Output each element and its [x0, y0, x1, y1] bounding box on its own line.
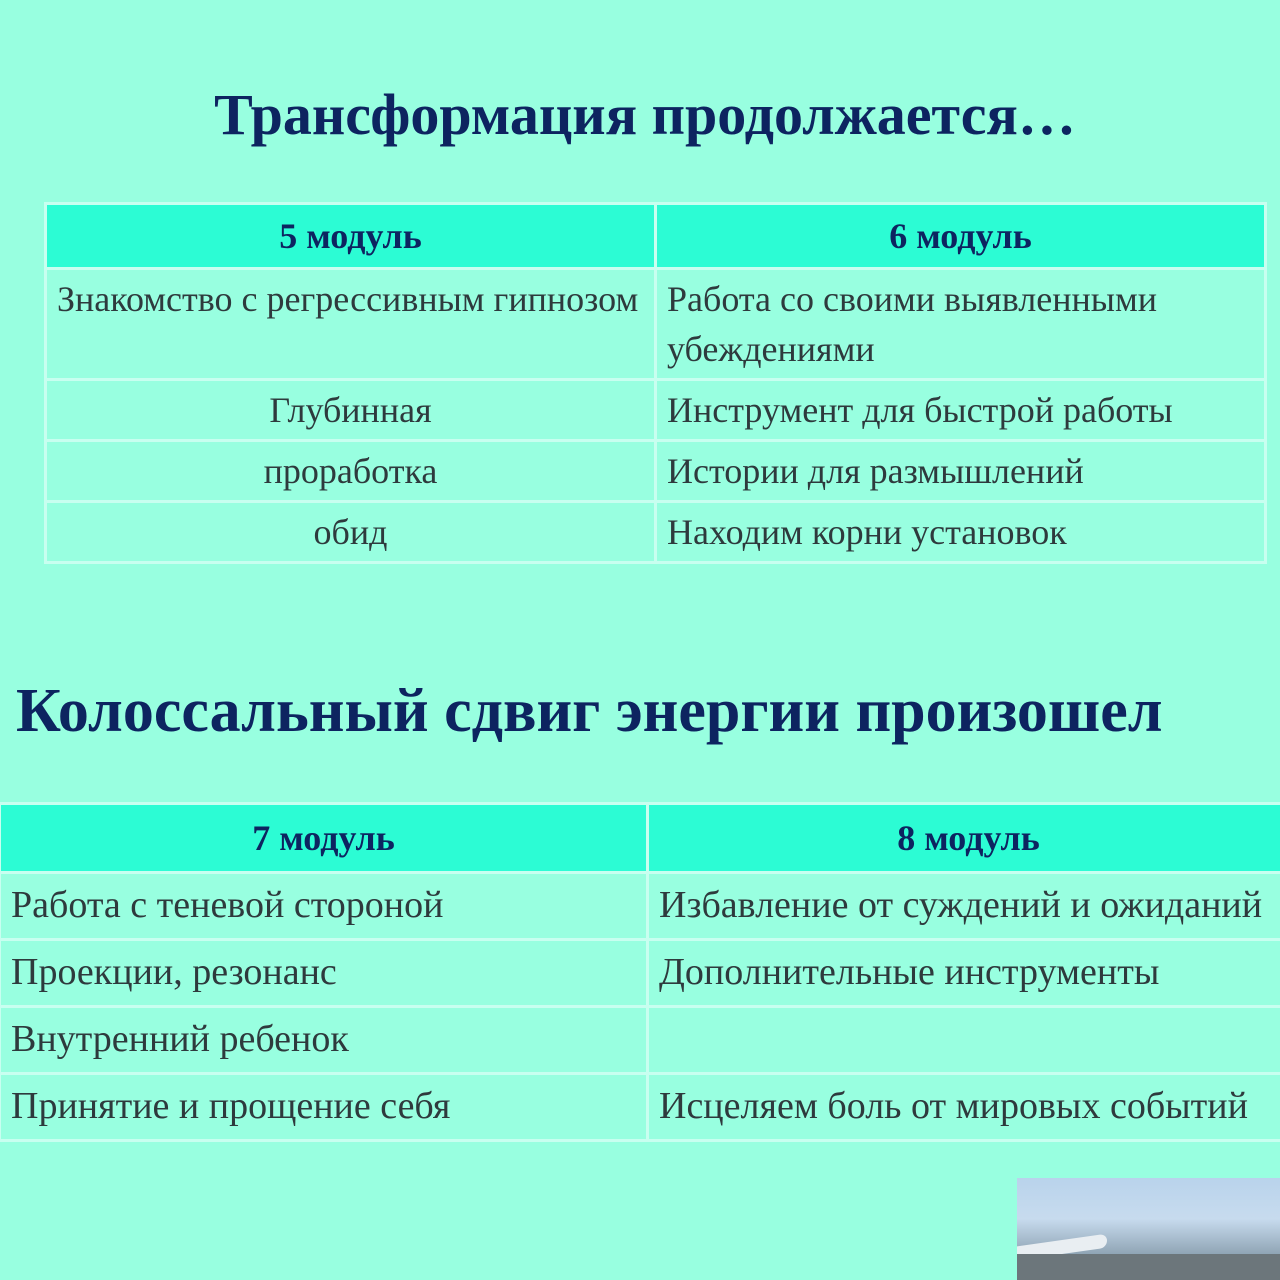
cell-deep: Глубинная — [46, 380, 656, 441]
table-header-row — [0, 804, 1280, 873]
cell-extra-tools: Дополнительные инструменты — [648, 940, 1280, 1007]
cell-self-acceptance: Принятие и прощение себя — [0, 1074, 648, 1141]
cell-inner-child: Внутренний ребенок — [0, 1007, 648, 1074]
header-module-5: 5 модуль — [46, 204, 656, 269]
cell-stories: Истории для размышлений — [656, 441, 1266, 502]
header-module-6: 6 модуль — [656, 204, 1266, 269]
cell-empty — [648, 1007, 1280, 1074]
table-row — [46, 380, 1266, 441]
cell-world-pain: Исцеляем боль от мировых событий — [648, 1074, 1280, 1141]
title-bottom: Колоссальный сдвиг энергии произошел — [16, 677, 1163, 745]
table-header-row — [46, 204, 1266, 269]
cell-shadow-side: Работа с теневой стороной — [0, 873, 648, 940]
table-row — [46, 441, 1266, 502]
title-top: Трансформация продолжается… — [214, 82, 1076, 147]
cell-roots: Находим корни установок — [656, 502, 1266, 563]
cell-grievances: обид — [46, 502, 656, 563]
cell-beliefs: Работа со своими выявленными убеждениями — [656, 269, 1266, 380]
ground-view — [1017, 1254, 1280, 1280]
table-row — [0, 873, 1280, 940]
cell-working-through: проработка — [46, 441, 656, 502]
table-row — [0, 940, 1280, 1007]
header-module-8: 8 модуль — [648, 804, 1280, 873]
table-row — [0, 1007, 1280, 1074]
table-modules-5-6 — [44, 202, 1267, 564]
cell-quick-tool: Инструмент для быстрой работы — [656, 380, 1266, 441]
cell-projections: Проекции, резонанс — [0, 940, 648, 1007]
table-row — [46, 502, 1266, 563]
airplane-window-photo — [1017, 1178, 1280, 1280]
cell-judgments: Избавление от суждений и ожиданий — [648, 873, 1280, 940]
table-modules-7-8 — [0, 802, 1280, 1142]
cell-regressive-hypnosis: Знакомство с регрессивным гипнозом — [46, 269, 656, 380]
header-module-7: 7 модуль — [0, 804, 648, 873]
table-row — [0, 1074, 1280, 1141]
table-row — [46, 269, 1266, 380]
